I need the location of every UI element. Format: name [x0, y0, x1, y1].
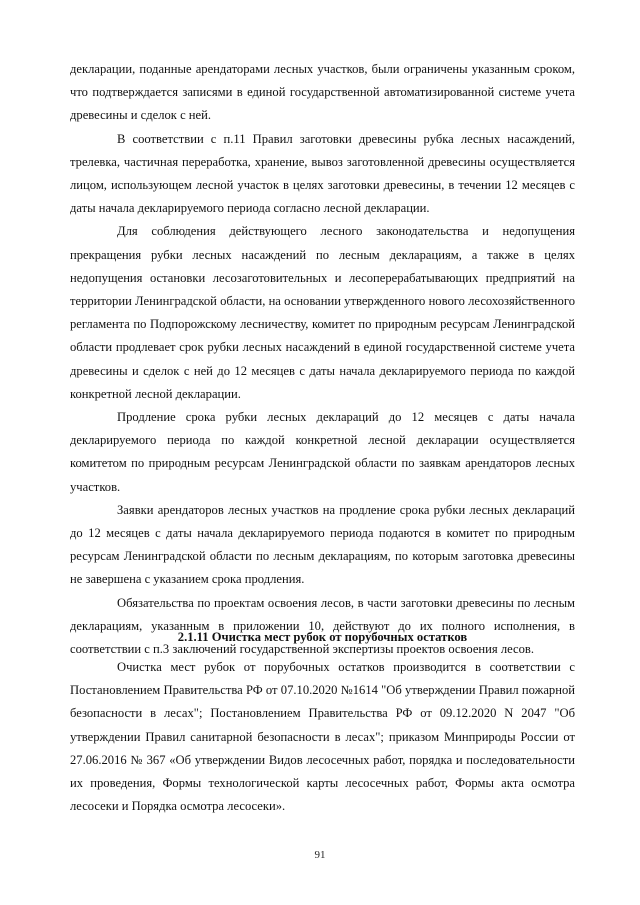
paragraph-continuation: декларации, поданные арендаторами лесных участков, были ограничены указанным сроком, что подтверждается записями в единой государственной автоматизированной системе учета древесины и сделок с ней.: [70, 62, 575, 123]
paragraph-cleanup: Очистка мест рубок от порубочных остатков производится в соответствии с Постановлением Правительства РФ от 07.10.2020 №1614 "Об утверждении Правил пожарной безопасности в лесах"; Постановлением Правительства РФ от 09.12.2020 N 2047 "Об утверждении Правил санитарной безопасности в лесах"; приказом Минприроды России от 27.06.2016 № 367 «Об утверждении Видов лесосечных работ, порядка и последовательности их проведения, Формы технологической карты лесосечных работ, Формы акта осмотра лесосеки и Порядка осмотра лесосеки».: [70, 660, 575, 814]
page-number: 91: [314, 849, 326, 861]
paragraph-obligations: Обязательства по проектам освоения лесов, в части заготовки древесины по лесным декларациям, указанным в приложении 10, действуют до их полного исполнения, в соответствии с п.3 заключений государственной экспертизы проектов освоения лесов.: [70, 595, 575, 657]
paragraph-harvest-rules: В соответствии с п.11 Правил заготовки древесины рубка лесных насаждений, трелевка, частичная переработка, хранение, вывоз заготовленной древесины осуществляется лицом, использующем лесной участок в целях заготовки древесины, в течении 12 месяцев с даты начала декларируемого периода согласно лесной декларации.: [70, 131, 575, 216]
paragraph-extension-term: Продление срока рубки лесных деклараций до 12 месяцев с даты начала декларируемого периода по каждой конкретной лесной декларации осуществляется комитетом по природным ресурсам Ленинградской области по заявкам арендаторов лесных участков.: [70, 410, 575, 494]
section-heading: 2.1.11 Очистка мест рубок от порубочных остатков: [177, 630, 468, 644]
body-text-section: [70, 656, 575, 818]
paragraph-tenant-applications: Заявки арендаторов лесных участков на продление срока рубки лесных деклараций до 12 месяцев с даты начала декларируемого периода подаются в комитет по природным ресурсам Ленинградской области по лесным декларациям, по которым заготовка древесины не завершена с указанием срока продления.: [70, 502, 575, 587]
paragraph-legislation-compliance: Для соблюдения действующего лесного законодательства и недопущения прекращения рубки лесных насаждений по лесным декларациям, а также в целях недопущения остановки лесозаготовительных и лесоперерабатывающих предприятий на территории Ленинградской области, на основании утвержденного нового лесохозяйственного регламента по Подпорожскому лесничеству, комитет по природным ресурсам Ленинградской области продлевает срок рубки лесных насаждений в единой государственной системе учета древесины и сделок с ней до 12 месяцев с даты начала декларируемого периода по каждой конкретной лесной декларации.: [70, 224, 575, 401]
body-text-top: [70, 58, 575, 661]
